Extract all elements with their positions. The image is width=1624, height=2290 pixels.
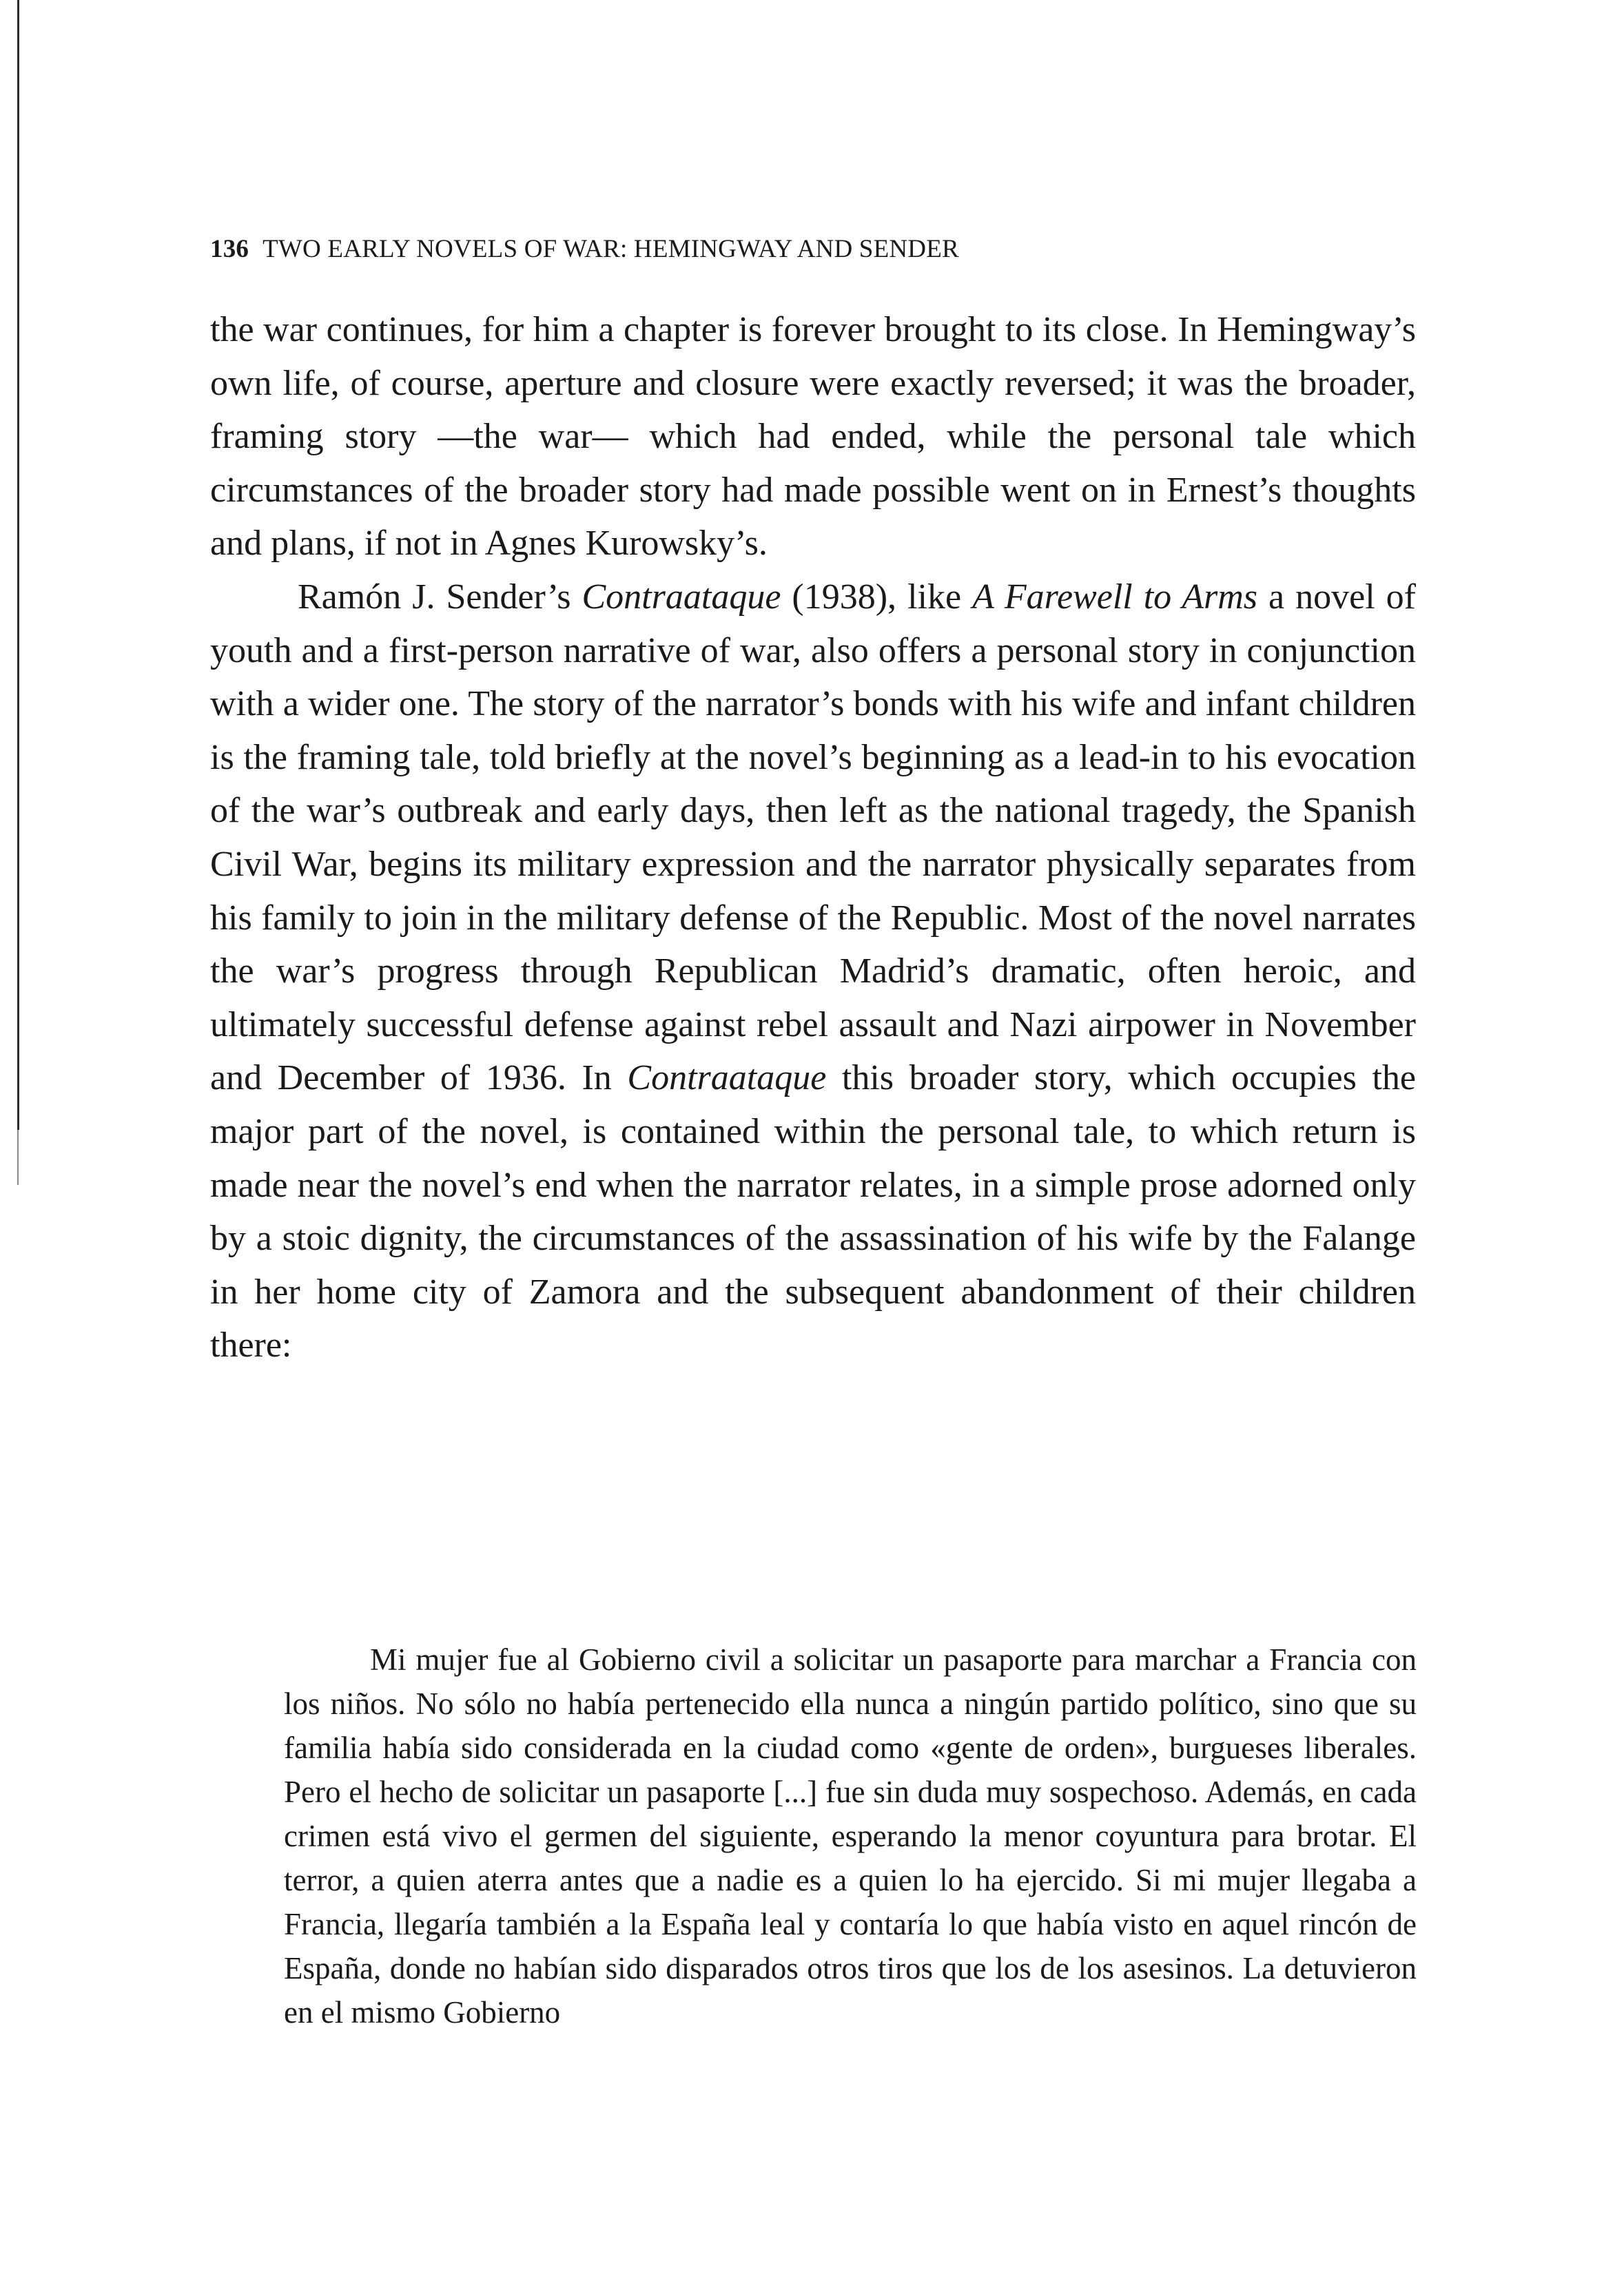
running-head	[210, 234, 1416, 264]
paragraph-text: Ramón J. Sender’s	[298, 577, 582, 617]
book-title: Contraataque	[582, 577, 781, 617]
paragraph-text: a novel of youth and a first-person narrative of war, also offers a personal story in conjunction with a wider one. The story of the narrator’s bonds with his wife and infant children is the framing tale, told briefly at the novel’s beginning as a lead-in to his evocation of the war’s outbreak and early days, then left as the national tragedy, the Spanish Civil War, begins its military expression and the narrator physically separates from his family to join in the military defense of the Republic. Most of the novel narrates the war’s progress through Republican Madrid’s dramatic, often heroic, and ultimately successful defense against rebel assault and Nazi airpower in November and December of 1936. In	[210, 577, 1416, 1098]
block-quote	[284, 1638, 1417, 2034]
paragraph-sender	[210, 570, 1416, 1372]
paragraph-text: (1938), like	[781, 577, 973, 617]
body-text	[210, 303, 1416, 1372]
scan-margin-rule-faint	[17, 1130, 19, 1185]
running-title: TWO EARLY NOVELS OF WAR: HEMINGWAY AND SENDER	[263, 235, 959, 263]
book-title: Contraataque	[627, 1058, 827, 1098]
paragraph-text: this broader story, which occupies the major part of the novel, is contained within the personal tale, to which return is made near the novel’s end when the narrator relates, in a simple prose adorned only by a stoic dignity, the circumstances of the assassination of his wife by the Falange in her home city of Zamora and the subsequent abandonment of their children there:	[210, 1058, 1417, 1365]
block-quote-text: Mi mujer fue al Gobierno civil a solicitar un pasaporte para marchar a Francia con los niños. No sólo no había pertenecido ella nunca a ningún partido político, sino que su familia había sido considerada en la ciudad como «gente de orden», burgueses liberales. Pero el hecho de solicitar un pasaporte [...] fue sin duda muy sospechoso. Además, en cada crimen está vivo el germen del siguiente, esperando la menor coyuntura para brotar. El terror, a quien aterra antes que a nadie es a quien lo ha ejercido. Si mi mujer llegaba a Francia, llegaría también a la España leal y contaría lo que había visto en aquel rincón de España, donde no habían sido disparados otros tiros que los de los asesinos. La detuvieron en el mismo Gobierno	[284, 1642, 1417, 2030]
page-number: 136	[210, 235, 249, 263]
scan-margin-rule	[17, 0, 19, 1130]
paragraph-continued: the war continues, for him a chapter is forever brought to its close. In Hemingway’s own life, of course, aperture and closure were exactly reversed; it was the broader, framing story —the war— which had ended, while the personal tale which circumstances of the broader story had made possible went on in Ernest’s thoughts and plans, if not in Agnes Kurowsky’s.	[210, 310, 1416, 564]
book-title: A Farewell to Arms	[972, 577, 1258, 617]
